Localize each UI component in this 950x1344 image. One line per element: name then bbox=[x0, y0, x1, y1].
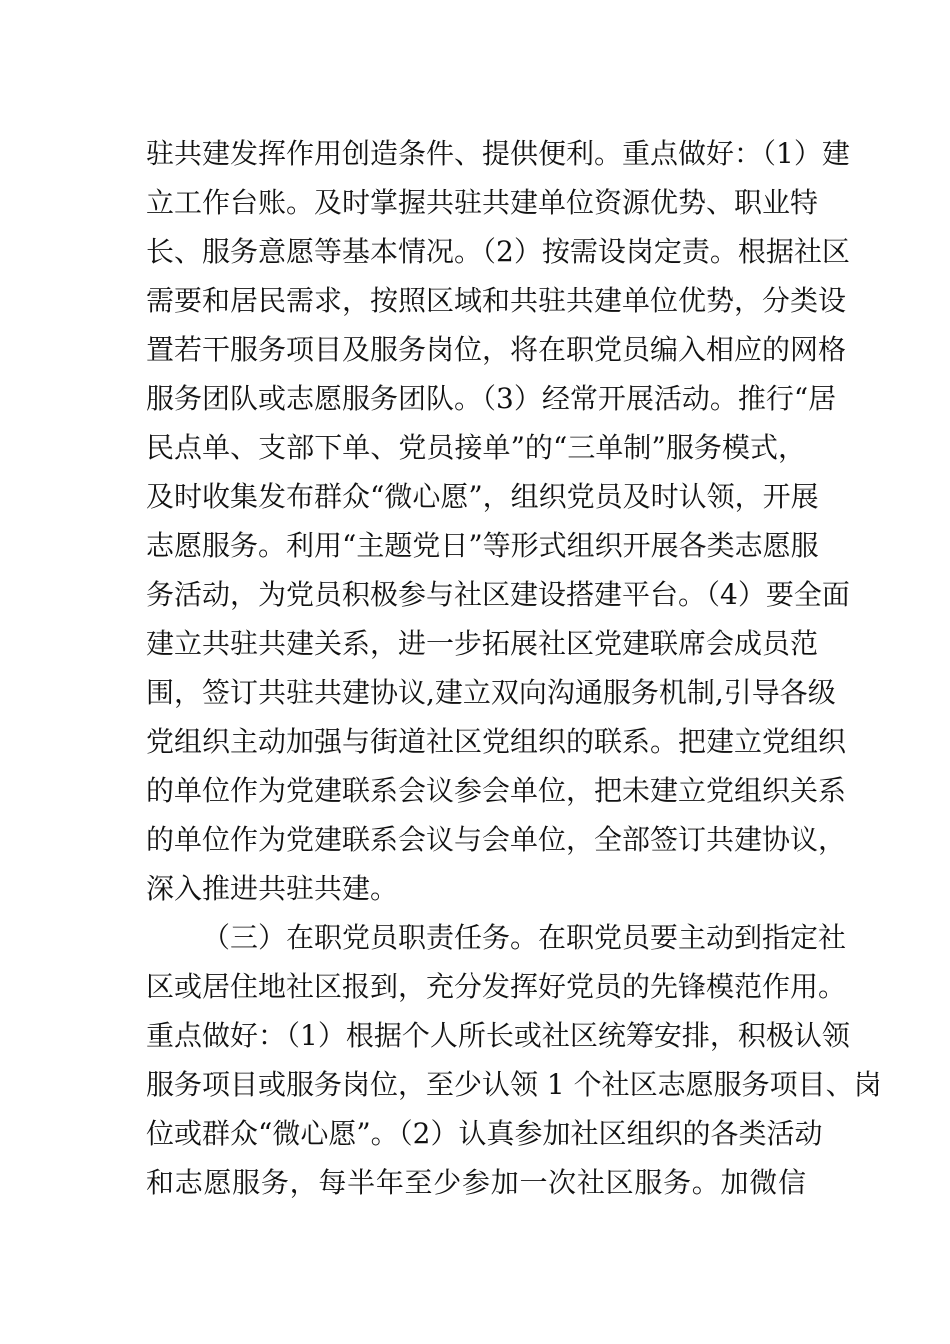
text-line: 志愿服务。利用“主题党日”等形式组织开展各类志愿服 bbox=[146, 529, 819, 562]
text-line: 的单位作为党建联系会议与会单位，全部签订共建协议， bbox=[146, 823, 847, 856]
text-line: 围，签订共驻共建协议,建立双向沟通服务机制,引导各级 bbox=[146, 676, 836, 709]
text-line: 和志愿服务，每半年至少参加一次社区服务。加微信 bbox=[146, 1166, 806, 1199]
text-line: 的单位作为党建联系会议参会单位，把未建立党组织关系 bbox=[146, 774, 847, 807]
text-line: 深入推进共驻共建。 bbox=[146, 872, 399, 905]
text-line: 位或群众“微心愿”。（2）认真参加社区组织的各类活动 bbox=[146, 1117, 823, 1150]
text-line: （三）在职党员职责任务。在职党员要主动到指定社 bbox=[202, 921, 847, 954]
text-line: 服务团队或志愿服务团队。（3）经常开展活动。推行“居 bbox=[146, 382, 837, 415]
text-line: 党组织主动加强与街道社区党组织的联系。把建立党组织 bbox=[146, 725, 847, 758]
text-line: 重点做好：（1）根据个人所长或社区统筹安排，积极认领 bbox=[146, 1019, 850, 1052]
text-line: 立工作台账。及时掌握共驻共建单位资源优势、职业特 bbox=[146, 186, 819, 219]
text-line: 民点单、支部下单、党员接单”的“三单制”服务模式， bbox=[146, 431, 806, 464]
text-line: 区或居住地社区报到，充分发挥好党员的先锋模范作用。 bbox=[146, 970, 847, 1003]
text-line: 需要和居民需求，按照区域和共驻共建单位优势，分类设 bbox=[146, 284, 847, 317]
text-line: 务活动，为党员积极参与社区建设搭建平台。（4）要全面 bbox=[146, 578, 850, 611]
text-line: 服务项目或服务岗位，至少认领 1 个社区志愿服务项目、岗 bbox=[146, 1068, 882, 1101]
text-line: 驻共建发挥作用创造条件、提供便利。重点做好：（1）建 bbox=[146, 137, 850, 170]
text-line: 置若干服务项目及服务岗位，将在职党员编入相应的网格 bbox=[146, 333, 847, 366]
text-line: 建立共驻共建关系，进一步拓展社区党建联席会成员范 bbox=[146, 627, 819, 660]
text-line: 及时收集发布群众“微心愿”，组织党员及时认领，开展 bbox=[146, 480, 819, 513]
text-line: 长、服务意愿等基本情况。（2）按需设岗定责。根据社区 bbox=[146, 235, 850, 268]
